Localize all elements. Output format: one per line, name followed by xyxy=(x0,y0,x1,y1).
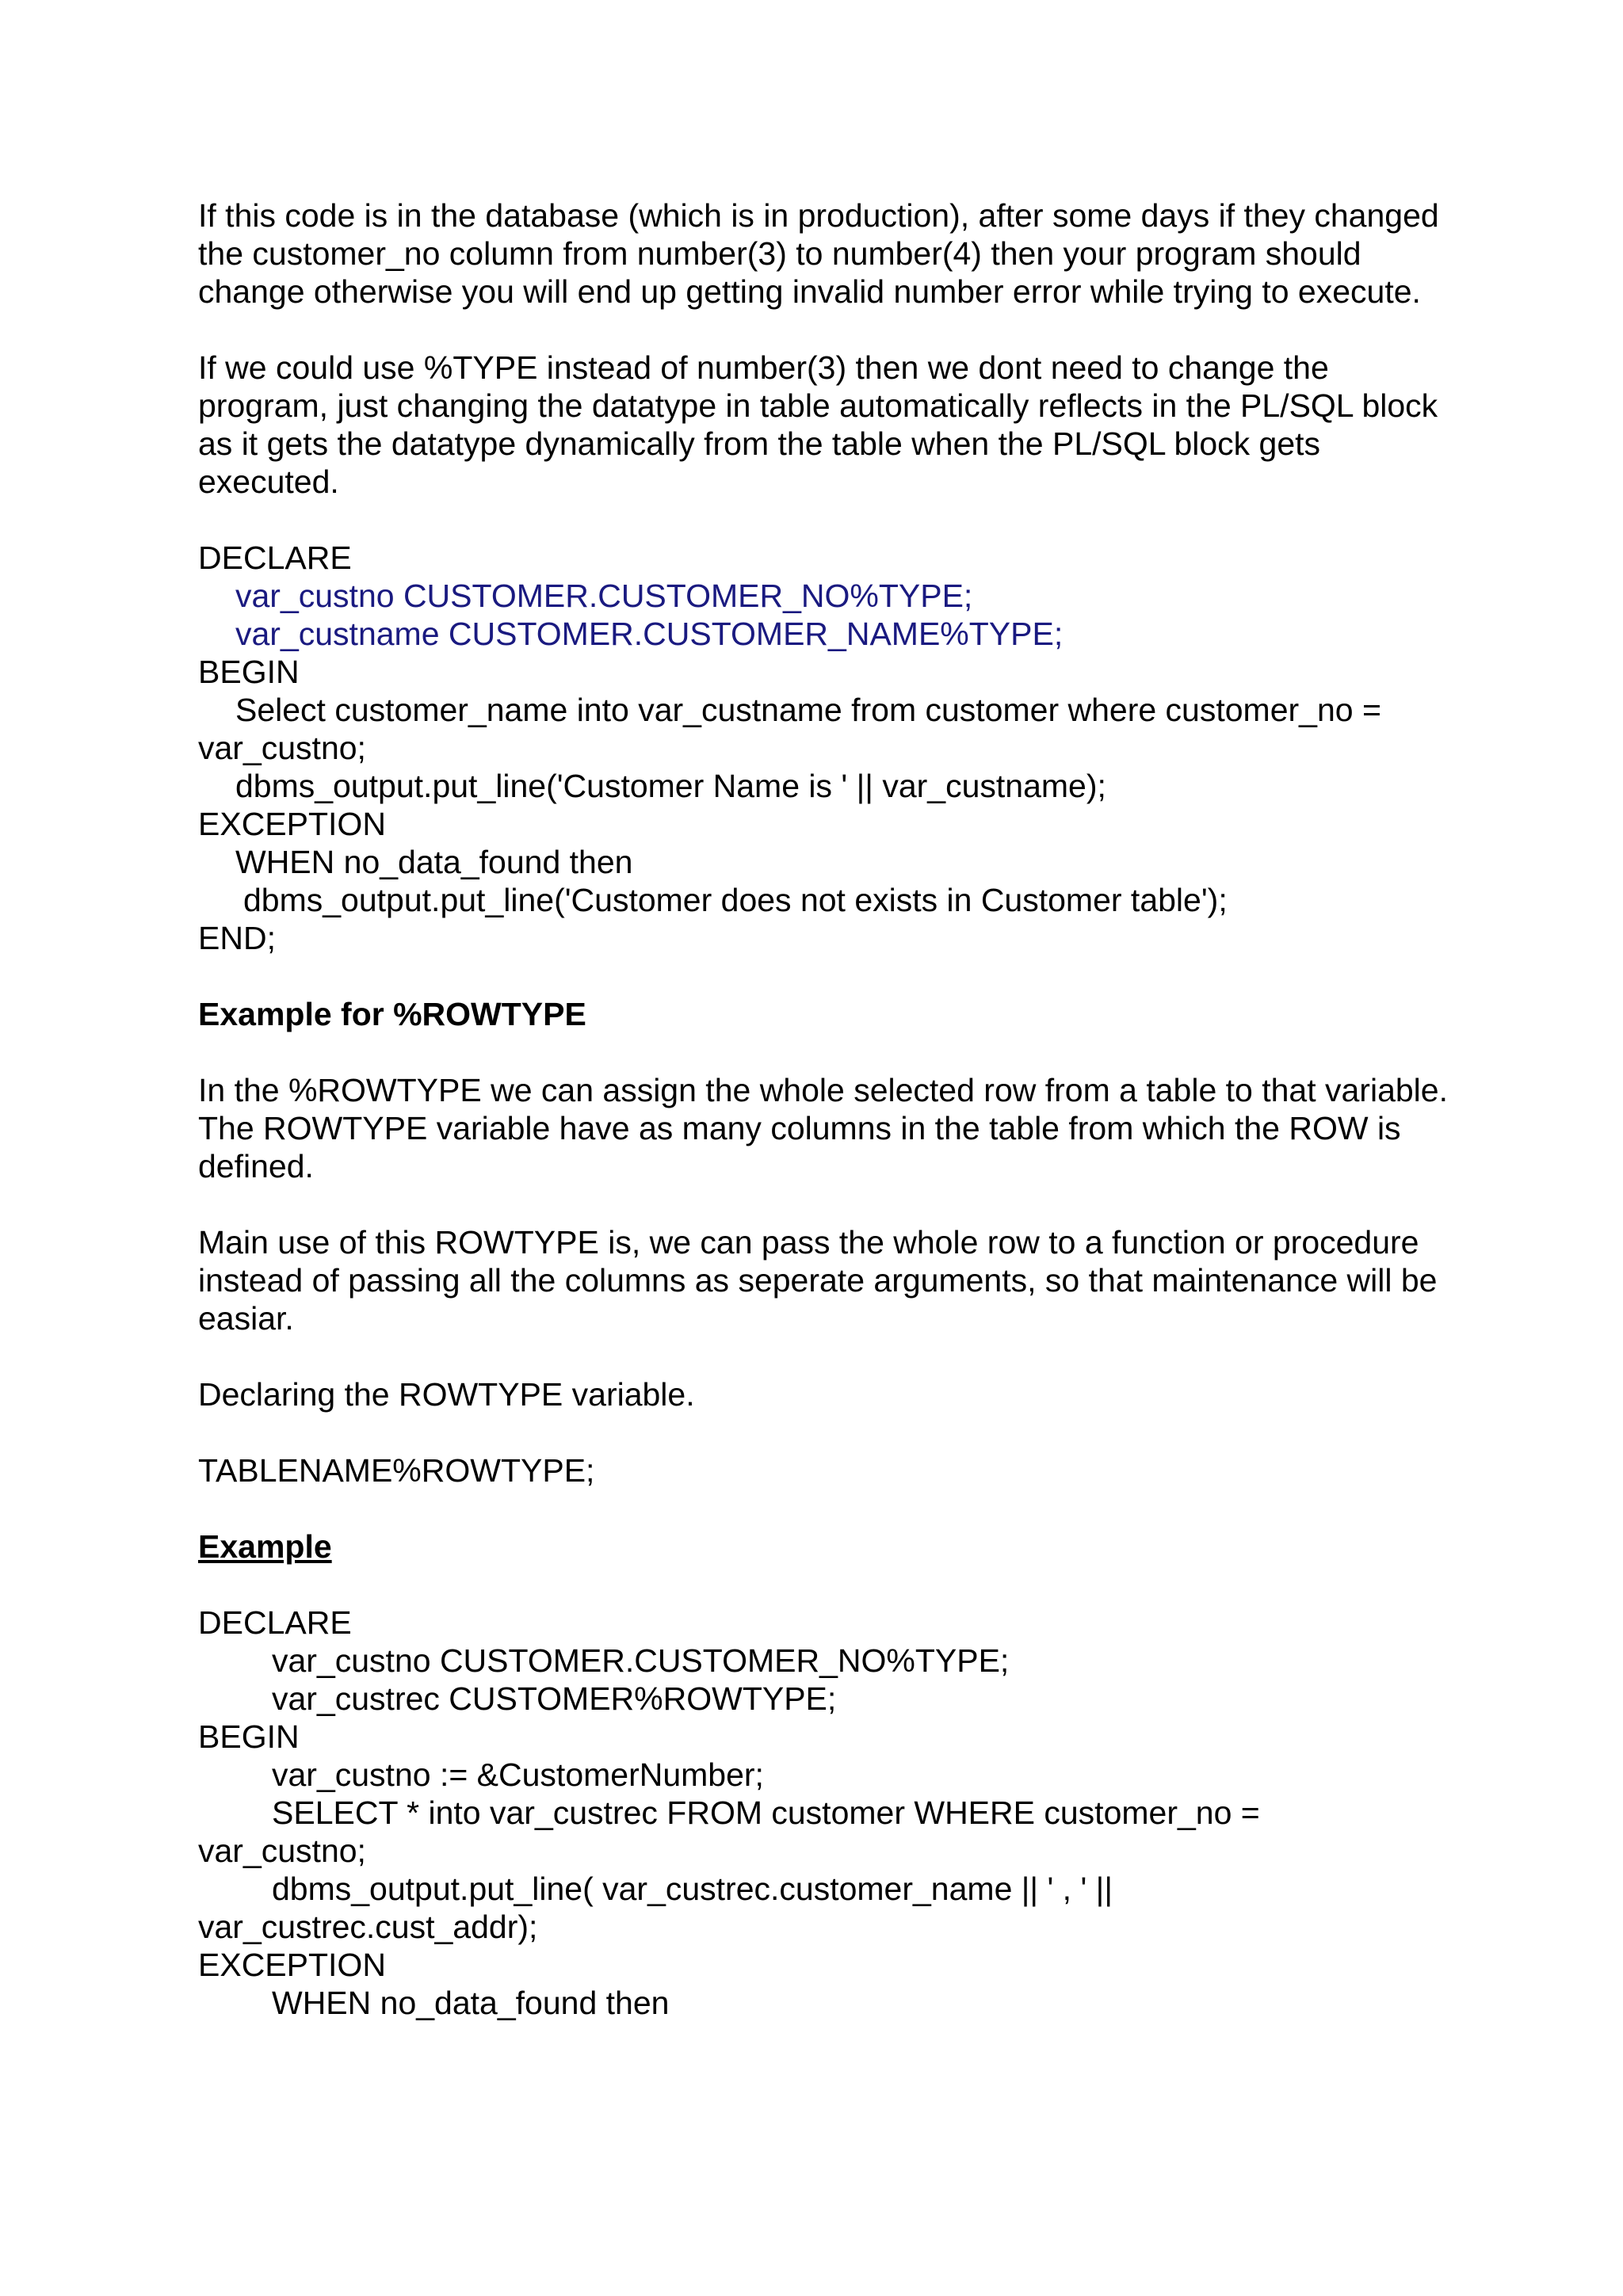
code-line: BEGIN xyxy=(198,1718,300,1755)
code-block-type-example xyxy=(198,539,1458,957)
code-line: dbms_output.put_line( var_custrec.customer_name || ' , ' || xyxy=(272,1871,1113,1907)
paragraph-declaring: Declaring the ROWTYPE variable. xyxy=(198,1376,695,1413)
code-line-highlighted: var_custname CUSTOMER.CUSTOMER_NAME%TYPE; xyxy=(235,616,1064,652)
code-line: var_custno; xyxy=(198,730,366,766)
code-line: var_custno; xyxy=(198,1833,366,1869)
code-line: var_custno CUSTOMER.CUSTOMER_NO%TYPE; xyxy=(272,1642,1010,1679)
code-line: DECLARE xyxy=(198,1604,352,1641)
code-line: WHEN no_data_found then xyxy=(272,1985,670,2021)
paragraph-rowtype-use: Main use of this ROWTYPE is, we can pass the whole row to a function or procedure instead of passing all the columns as seperate arguments, so that maintenance will be easiar. xyxy=(198,1224,1438,1337)
code-line: var_custrec CUSTOMER%ROWTYPE; xyxy=(272,1680,837,1717)
code-line: var_custrec.cust_addr); xyxy=(198,1909,538,1945)
code-line: END; xyxy=(198,920,276,956)
code-line: EXCEPTION xyxy=(198,806,386,842)
code-line: DECLARE xyxy=(198,540,352,576)
section-heading-example: Example xyxy=(198,1528,332,1565)
code-line: BEGIN xyxy=(198,654,300,690)
code-line-highlighted: var_custno CUSTOMER.CUSTOMER_NO%TYPE; xyxy=(235,578,973,614)
section-heading-rowtype: Example for %ROWTYPE xyxy=(198,996,586,1032)
code-line: dbms_output.put_line('Customer Name is ' || var_custname); xyxy=(235,768,1106,804)
code-block-rowtype-example xyxy=(198,1604,1458,2022)
paragraph-syntax: TABLENAME%ROWTYPE; xyxy=(198,1452,595,1489)
code-line: dbms_output.put_line('Customer does not exists in Customer table'); xyxy=(243,882,1228,918)
code-line: SELECT * into var_custrec FROM customer WHERE customer_no = xyxy=(272,1794,1260,1831)
code-line: EXCEPTION xyxy=(198,1947,386,1983)
code-line: WHEN no_data_found then xyxy=(235,844,633,880)
document-page xyxy=(198,196,1458,2060)
code-line: Select customer_name into var_custname from customer where customer_no = xyxy=(235,692,1381,728)
paragraph-type-problem: If this code is in the database (which is in production), after some days if they changed the customer_no column from number(3) to number(4) then your program should change otherwise you will end up getting invalid number error while trying to execute. xyxy=(198,197,1439,310)
code-line: var_custno := &CustomerNumber; xyxy=(272,1756,764,1793)
paragraph-type-solution: If we could use %TYPE instead of number(3) then we dont need to change the program, just changing the datatype in table automatically reflects in the PL/SQL block as it gets the datatype dynamically from the table when the PL/SQL block gets executed. xyxy=(198,349,1438,500)
paragraph-rowtype-intro: In the %ROWTYPE we can assign the whole selected row from a table to that variable. The ROWTYPE variable have as many columns in the table from which the ROW is defined. xyxy=(198,1072,1448,1184)
